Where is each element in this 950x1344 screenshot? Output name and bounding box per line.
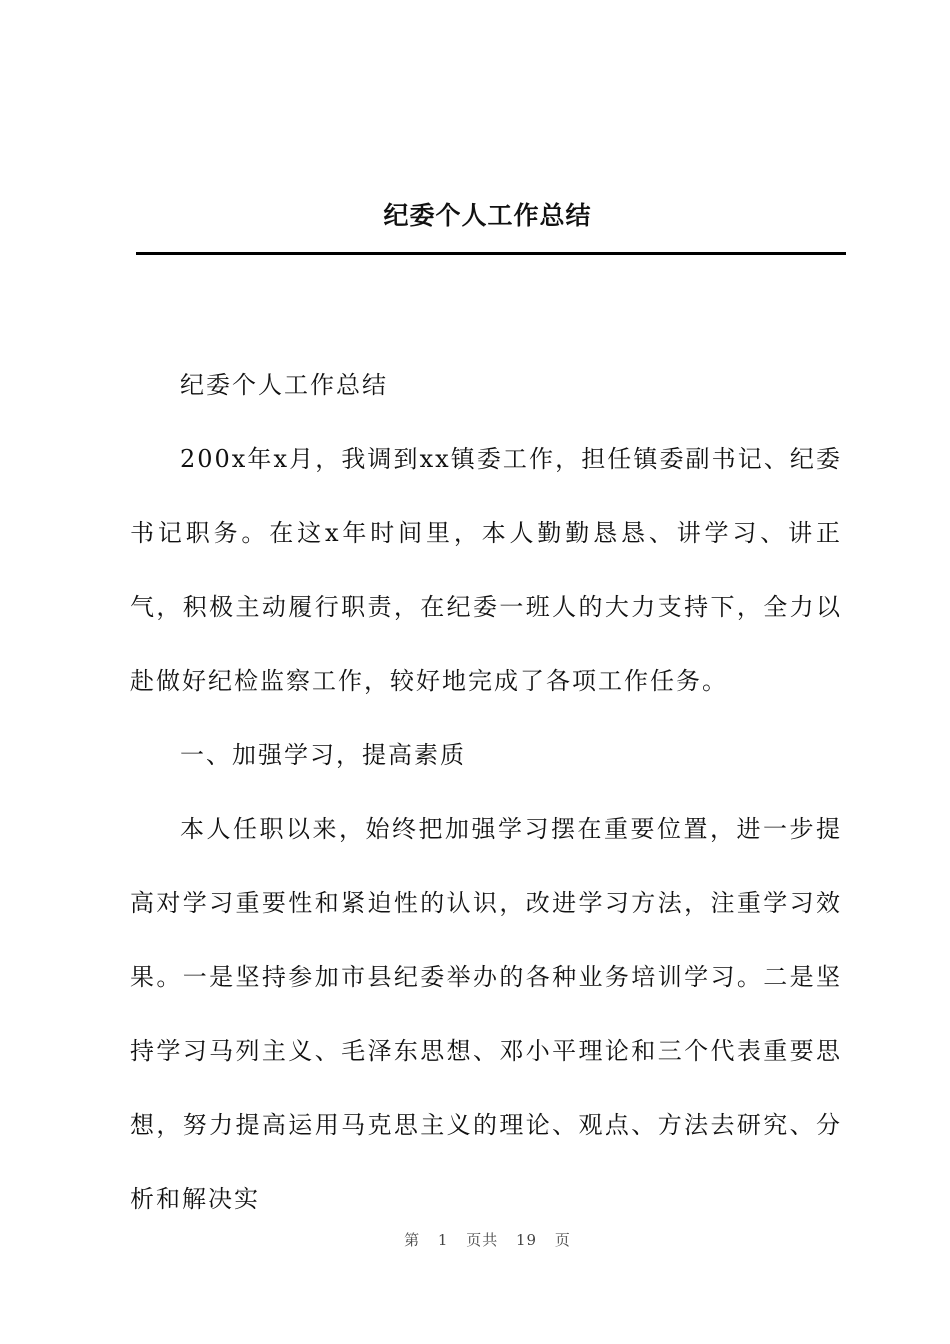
document-body bbox=[130, 348, 842, 1236]
footer-suffix: 页 bbox=[554, 1231, 571, 1249]
document-title: 纪委个人工作总结 bbox=[383, 201, 592, 230]
paragraph-study: 本人任职以来，始终把加强学习摆在重要位置，进一步提高对学习重要性和紧迫性的认识，改进学习方法，注重学习效果。一是坚持参加市县纪委举办的各种业务培训学习。二是坚持学习马列主义、毛泽东思想、邓小平理论和三个代表重要思想，努力提高运用马克思主义的理论、观点、方法去研究、分析和解决实 bbox=[130, 815, 842, 1213]
footer-total-pages: 19 bbox=[516, 1231, 538, 1249]
page-footer bbox=[0, 1229, 950, 1250]
section-heading-study: 一、加强学习，提高素质 bbox=[180, 741, 466, 769]
paragraph-intro: 200x年x月，我调到xx镇委工作，担任镇委副书记、纪委书记职务。在这x年时间里，本人勤勤恳恳、讲学习、讲正气，积极主动履行职责，在纪委一班人的大力支持下，全力以赴做好纪检监察工作，较好地完成了各项工作任务。 bbox=[130, 445, 842, 695]
footer-prefix: 第 bbox=[404, 1231, 421, 1249]
title-divider bbox=[136, 252, 846, 255]
footer-current-page: 1 bbox=[437, 1231, 449, 1249]
footer-middle: 页共 bbox=[466, 1231, 499, 1249]
paragraph-heading: 纪委个人工作总结 bbox=[180, 371, 388, 399]
